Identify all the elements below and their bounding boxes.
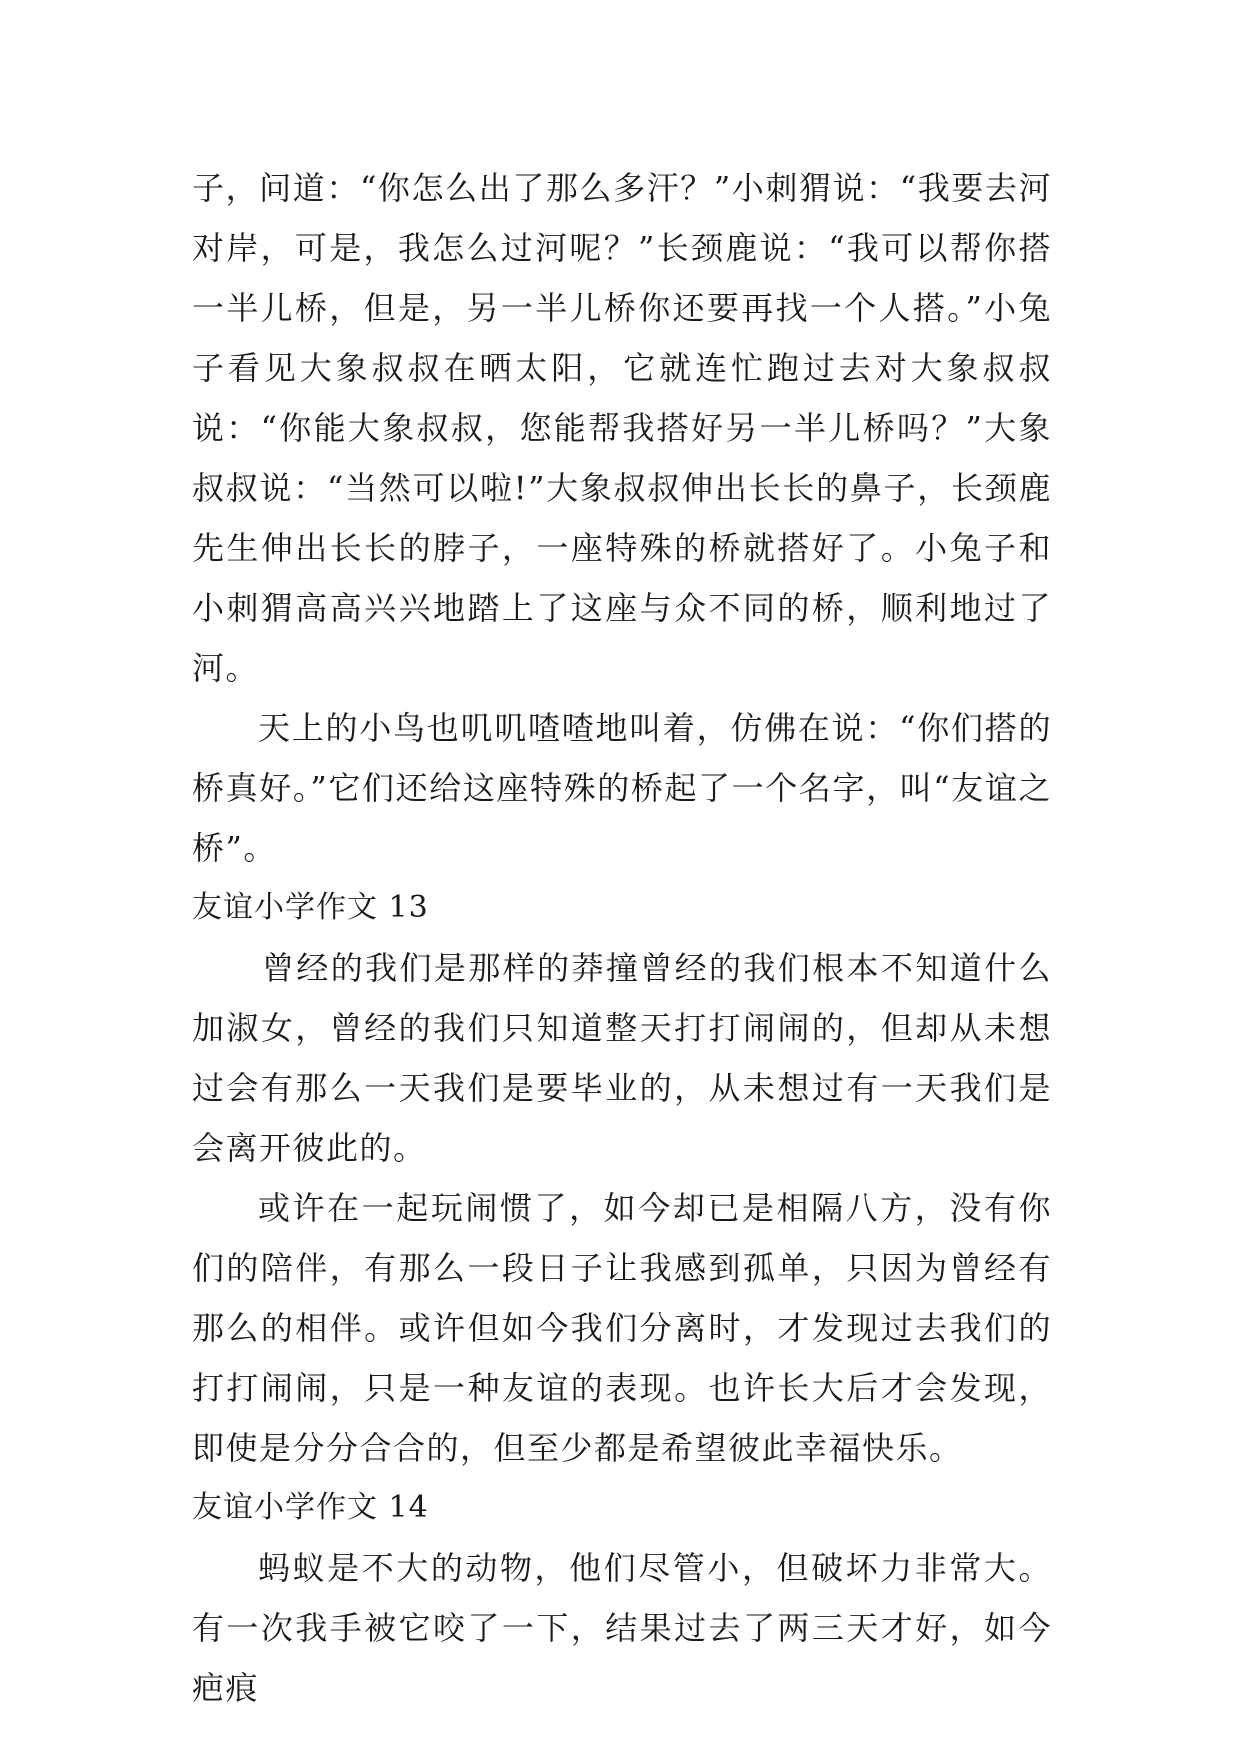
paragraph-13-1: 曾经的我们是那样的莽撞曾经的我们根本不知道什么加淑女，曾经的我们只知道整天打打闹闹的，但却从未想过会有那么一天我们是要毕业的，从未想过有一天我们是会离开彼此的。 bbox=[192, 949, 1052, 1167]
paragraph-14-1: 蚂蚁是不大的动物，他们尽管小，但破坏力非常大。有一次我手被它咬了一下，结果过去了两三天才好，如今疤痕 bbox=[192, 1549, 1052, 1707]
paragraph-bird-song: 天上的小鸟也叽叽喳喳地叫着，仿佛在说：“你们搭的桥真好。”它们还给这座特殊的桥起了一个名字，叫“友谊之桥”。 bbox=[192, 709, 1052, 867]
paragraph-story-continued: 子，问道：“你怎么出了那么多汗？”小刺猬说：“我要去河对岸，可是，我怎么过河呢？”长颈鹿说：“我可以帮你搭一半儿桥，但是，另一半儿桥你还要再找一个人搭。”小兔子看见大象叔叔在晒太阳，它就连忙跑过去对大象叔叔说：“你能大象叔叔，您能帮我搭好另一半儿桥吗？”大象叔叔说：“当然可以啦!”大象叔叔伸出长长的鼻子，长颈鹿先生伸出长长的脖子，一座特殊的桥就搭好了。小兔子和小刺猬高高兴兴地踏上了这座与众不同的桥，顺利地过了河。 bbox=[192, 169, 1052, 687]
document-body bbox=[192, 158, 1052, 1718]
paragraph-13-2: 或许在一起玩闹惯了，如今却已是相隔八方，没有你们的陪伴，有那么一段日子让我感到孤单，只因为曾经有那么的相伴。或许但如今我们分离时，才发现过去我们的打打闹闹，只是一种友谊的表现。也许长大后才会发现，即使是分分合合的，但至少都是希望彼此幸福快乐。 bbox=[192, 1189, 1052, 1467]
essay-heading-13: 友谊小学作文 13 bbox=[192, 890, 429, 925]
essay-heading-14: 友谊小学作文 14 bbox=[192, 1490, 429, 1525]
